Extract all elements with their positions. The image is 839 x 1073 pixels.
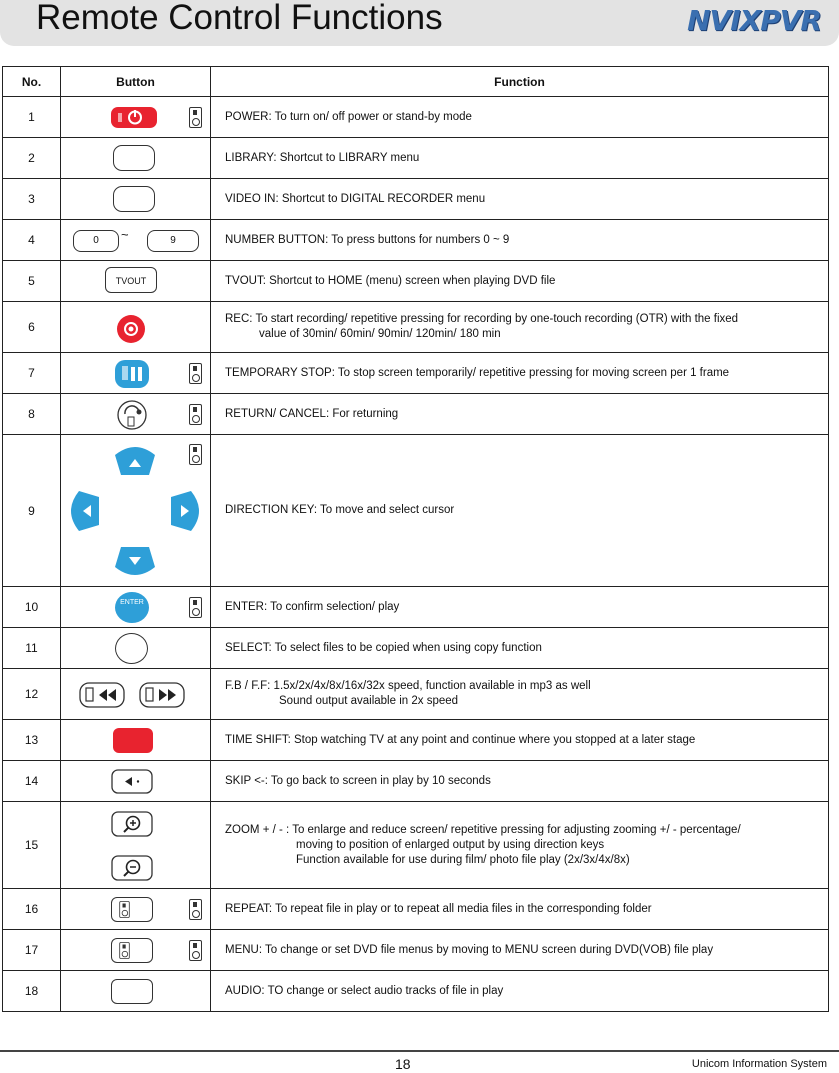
function-cell: ZOOM + / - : To enlarge and reduce screen/ repetitive pressing for adjusting zooming +/ - percentage/ moving to position of enlarged output by using direction keys Function available for use during film/ photo file play (2x/3x/4x/8x) <box>211 802 829 889</box>
table-row <box>3 802 829 889</box>
row-number: 4 <box>3 220 61 261</box>
row-number: 12 <box>3 669 61 720</box>
arrow-down-icon <box>115 547 155 575</box>
brand-logo: NVIXPVR <box>687 4 821 37</box>
table-row <box>3 353 829 394</box>
power-button <box>111 107 157 128</box>
row-number: 16 <box>3 889 61 930</box>
row-number: 5 <box>3 261 61 302</box>
button-cell <box>61 587 211 628</box>
number-9-button: 9 <box>147 230 199 252</box>
video-in-button <box>113 186 155 212</box>
menu-button <box>111 938 153 963</box>
row-number: 9 <box>3 435 61 587</box>
select-button <box>115 633 148 664</box>
function-cell: REPEAT: To repeat file in play or to repeat all media files in the corresponding folder <box>211 889 829 930</box>
company-name: Unicom Information System <box>691 1058 827 1070</box>
button-cell <box>61 353 211 394</box>
row-number: 11 <box>3 628 61 669</box>
range-tilde: ~ <box>121 226 129 242</box>
rewind-icon <box>79 682 125 708</box>
function-cell: TEMPORARY STOP: To stop screen temporarily/ repetitive pressing for moving screen per 1 frame <box>211 353 829 394</box>
record-icon <box>116 314 146 344</box>
remote-indicator-icon <box>189 363 202 384</box>
function-cell: TIME SHIFT: Stop watching TV at any point and continue where you stopped at a later stage <box>211 720 829 761</box>
button-cell <box>61 302 211 353</box>
header-button: Button <box>61 67 211 97</box>
page-number: 18 <box>395 1056 411 1072</box>
table-row <box>3 669 829 720</box>
function-cell: SKIP <-: To go back to screen in play by 10 seconds <box>211 761 829 802</box>
header-no: No. <box>3 67 61 97</box>
row-number: 13 <box>3 720 61 761</box>
row-number: 2 <box>3 138 61 179</box>
function-cell: POWER: To turn on/ off power or stand-by mode <box>211 97 829 138</box>
button-cell <box>61 394 211 435</box>
button-cell <box>61 138 211 179</box>
remote-indicator-icon <box>189 940 202 961</box>
remote-indicator-icon <box>119 942 129 959</box>
table-row <box>3 394 829 435</box>
row-number: 14 <box>3 761 61 802</box>
audio-button <box>111 979 153 1004</box>
button-cell <box>61 220 211 261</box>
function-cell: MENU: To change or set DVD file menus by moving to MENU screen during DVD(VOB) file play <box>211 930 829 971</box>
page-title: Remote Control Functions <box>36 0 443 37</box>
function-cell: F.B / F.F: 1.5x/2x/4x/8x/16x/32x speed, function available in mp3 as well Sound output available in 2x speed <box>211 669 829 720</box>
function-cell: TVOUT: Shortcut to HOME (menu) screen when playing DVD file <box>211 261 829 302</box>
table-header-row <box>3 67 829 97</box>
number-0-button: 0 <box>73 230 119 252</box>
row-number: 15 <box>3 802 61 889</box>
remote-indicator-icon <box>189 404 202 425</box>
remote-indicator-icon <box>189 444 202 465</box>
function-cell: VIDEO IN: Shortcut to DIGITAL RECORDER menu <box>211 179 829 220</box>
button-cell <box>61 435 211 587</box>
fast-forward-icon <box>139 682 185 708</box>
button-cell <box>61 179 211 220</box>
table-row <box>3 761 829 802</box>
header-function: Function <box>211 67 829 97</box>
table-row <box>3 302 829 353</box>
remote-indicator-icon <box>119 901 129 918</box>
button-cell <box>61 97 211 138</box>
button-cell <box>61 720 211 761</box>
remote-indicator-icon <box>189 107 202 128</box>
tvout-button: TVOUT <box>105 267 157 293</box>
button-cell <box>61 889 211 930</box>
pause-icon <box>115 360 149 388</box>
table-row <box>3 587 829 628</box>
power-icon <box>111 107 157 128</box>
table-row <box>3 138 829 179</box>
table-row <box>3 971 829 1012</box>
function-cell: NUMBER BUTTON: To press buttons for numbers 0 ~ 9 <box>211 220 829 261</box>
row-number: 1 <box>3 97 61 138</box>
table-row <box>3 179 829 220</box>
table-row <box>3 97 829 138</box>
table-row <box>3 261 829 302</box>
repeat-button <box>111 897 153 922</box>
function-cell: DIRECTION KEY: To move and select cursor <box>211 435 829 587</box>
button-cell <box>61 669 211 720</box>
table-row <box>3 930 829 971</box>
remote-indicator-icon <box>189 597 202 618</box>
table-row <box>3 628 829 669</box>
button-cell <box>61 261 211 302</box>
table-row <box>3 720 829 761</box>
button-cell <box>61 971 211 1012</box>
function-cell: ENTER: To confirm selection/ play <box>211 587 829 628</box>
button-cell <box>61 628 211 669</box>
arrow-left-icon <box>71 491 99 531</box>
table-row <box>3 220 829 261</box>
time-shift-button <box>113 728 153 753</box>
footer-divider <box>0 1050 839 1052</box>
button-cell <box>61 761 211 802</box>
zoom-out-icon <box>111 855 153 881</box>
arrow-up-icon <box>115 447 155 475</box>
remote-indicator-icon <box>189 899 202 920</box>
row-number: 7 <box>3 353 61 394</box>
table-row <box>3 889 829 930</box>
enter-button: ENTER <box>115 592 149 623</box>
function-cell: REC: To start recording/ repetitive pressing for recording by one-touch recording (OTR) with the fixed value of 30min/ 60min/ 90min/ 120min/ 180 min <box>211 302 829 353</box>
zoom-in-icon <box>111 811 153 837</box>
table-row <box>3 435 829 587</box>
row-number: 10 <box>3 587 61 628</box>
function-cell: SELECT: To select files to be copied when using copy function <box>211 628 829 669</box>
arrow-right-icon <box>171 491 199 531</box>
remote-functions-table <box>2 66 829 1012</box>
row-number: 8 <box>3 394 61 435</box>
direction-pad <box>65 441 205 581</box>
return-icon <box>117 400 147 430</box>
function-cell: AUDIO: TO change or select audio tracks of file in play <box>211 971 829 1012</box>
page-header <box>0 0 839 46</box>
skip-back-icon <box>111 769 153 794</box>
row-number: 3 <box>3 179 61 220</box>
function-cell: RETURN/ CANCEL: For returning <box>211 394 829 435</box>
row-number: 17 <box>3 930 61 971</box>
library-button <box>113 145 155 171</box>
button-cell <box>61 802 211 889</box>
row-number: 18 <box>3 971 61 1012</box>
row-number: 6 <box>3 302 61 353</box>
function-cell: LIBRARY: Shortcut to LIBRARY menu <box>211 138 829 179</box>
button-cell <box>61 930 211 971</box>
